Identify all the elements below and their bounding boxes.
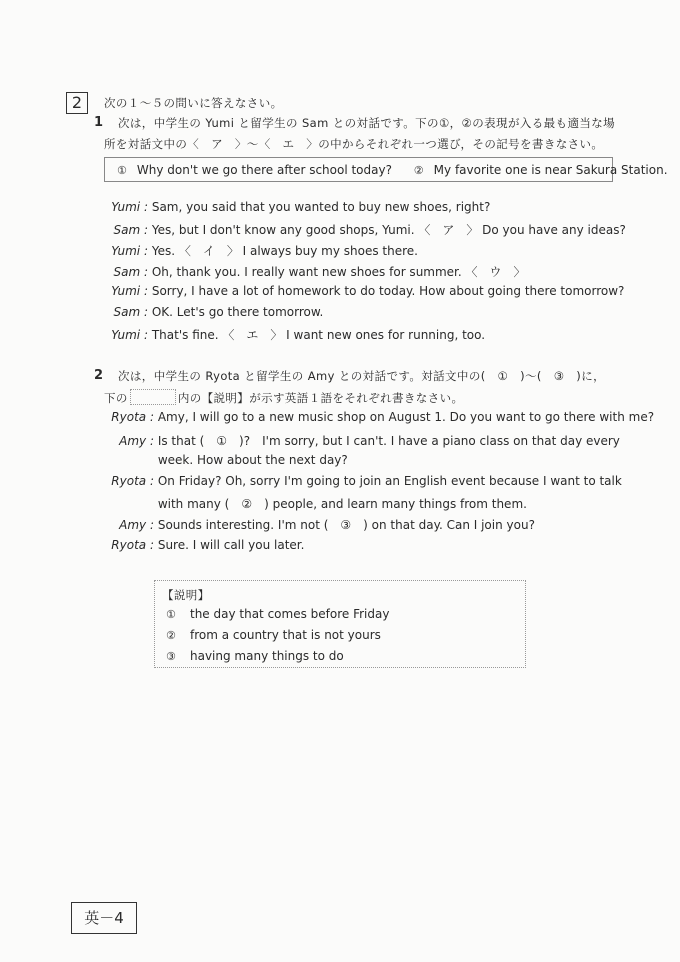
dialogue-line [100, 326, 485, 343]
utterance: with many ( ② ) people, and learn many things from them. [157, 497, 527, 511]
option-1-mark: ① [117, 164, 127, 177]
dialogue-line [100, 453, 348, 467]
instruction-part-b: 内の【説明】が示す英語１語をそれぞれ書きなさい。 [177, 391, 464, 405]
dialogue-line [100, 474, 622, 488]
dialogue-line [100, 495, 527, 512]
utterance: OK. Let's go there tomorrow. [151, 305, 324, 319]
speaker: Yumi : [111, 244, 148, 258]
speaker: Ryota : [111, 474, 154, 488]
utterance: Amy, I will go to a new music shop on August 1. Do you want to go there with me? [157, 410, 655, 424]
option-2-text: My favorite one is near Sakura Station. [433, 163, 668, 177]
speaker: Yumi : [111, 200, 148, 214]
speaker: Ryota : [111, 538, 154, 552]
utterance: week. How about the next day? [157, 453, 348, 467]
speaker: Amy : [119, 434, 154, 448]
item-mark: ② [166, 629, 176, 642]
explanation-item [166, 628, 381, 642]
utterance: Sam, you said that you wanted to buy new shoes, right? [151, 200, 491, 214]
utterance: Oh, thank you. I really want new shoes for summer. 〈 ウ 〉 [151, 265, 526, 279]
explanation-item [166, 607, 389, 621]
item-text: from a country that is not yours [190, 628, 381, 642]
q1-number: 1 [94, 115, 104, 130]
q1-instruction-line1: 次は，中学生の Yumi と留学生の Sam との対話です。下の①，②の表現が入る最も適当な場 [118, 116, 616, 130]
dotted-box-reference [130, 389, 176, 405]
q2-instruction-line1: 次は，中学生の Ryota と留学生の Amy との対話です。対話文中の( ① )～( ③ )に， [118, 369, 605, 383]
dialogue-line [100, 432, 620, 449]
dialogue-line [100, 242, 418, 259]
item-text: the day that comes before Friday [190, 607, 390, 621]
item-mark: ① [166, 608, 176, 621]
dialogue-line [100, 410, 654, 424]
speaker: Sam : [113, 223, 148, 237]
dialogue-line [100, 284, 624, 298]
q1-options-box [104, 157, 668, 182]
q2-instruction-line2 [104, 389, 463, 406]
q1-instruction-line2: 所を対話文中の〈 ア 〉～〈 エ 〉の中からそれぞれ一つ選び，その記号を書きなさい。 [104, 137, 604, 151]
speaker: Sam : [113, 265, 148, 279]
dialogue-line [100, 263, 526, 280]
utterance: Sounds interesting. I'm not ( ③ ) on that day. Can I join you? [157, 518, 535, 532]
dialogue-line [100, 516, 535, 533]
utterance: On Friday? Oh, sorry I'm going to join an English event because I want to talk [157, 474, 622, 488]
speaker: Amy : [119, 518, 154, 532]
q2-number: 2 [94, 368, 104, 383]
utterance: Sure. I will call you later. [157, 538, 305, 552]
dialogue-line [100, 538, 304, 552]
utterance: Yes, but I don't know any good shops, Yumi. 〈 ア 〉 Do you have any ideas? [151, 223, 626, 237]
item-text: having many things to do [190, 649, 344, 663]
main-instruction: 次の１～５の問いに答えなさい。 [104, 96, 283, 110]
utterance: Yes. 〈 イ 〉 I always buy my shoes there. [151, 244, 418, 258]
dialogue-line [100, 221, 626, 238]
question-number-box: 2 [66, 92, 88, 114]
dialogue-line [100, 200, 490, 214]
page-label: 英－4 [71, 902, 137, 934]
dialogue-line [100, 305, 323, 319]
utterance: Is that ( ① )? I'm sorry, but I can't. I have a piano class on that day every [157, 434, 620, 448]
option-2-mark: ② [413, 164, 424, 177]
speaker: Ryota : [111, 410, 154, 424]
explanation-title: 【説明】 [162, 588, 210, 602]
utterance: Sorry, I have a lot of homework to do today. How about going there tomorrow? [151, 284, 625, 298]
speaker: Yumi : [111, 284, 148, 298]
explanation-item [166, 649, 344, 663]
option-1-text: Why don't we go there after school today? [136, 163, 392, 177]
instruction-part-a: 下の [104, 391, 128, 405]
item-mark: ③ [166, 650, 176, 663]
speaker: Yumi : [111, 328, 148, 342]
utterance: That's fine. 〈 エ 〉 I want new ones for running, too. [151, 328, 486, 342]
speaker: Sam : [113, 305, 148, 319]
